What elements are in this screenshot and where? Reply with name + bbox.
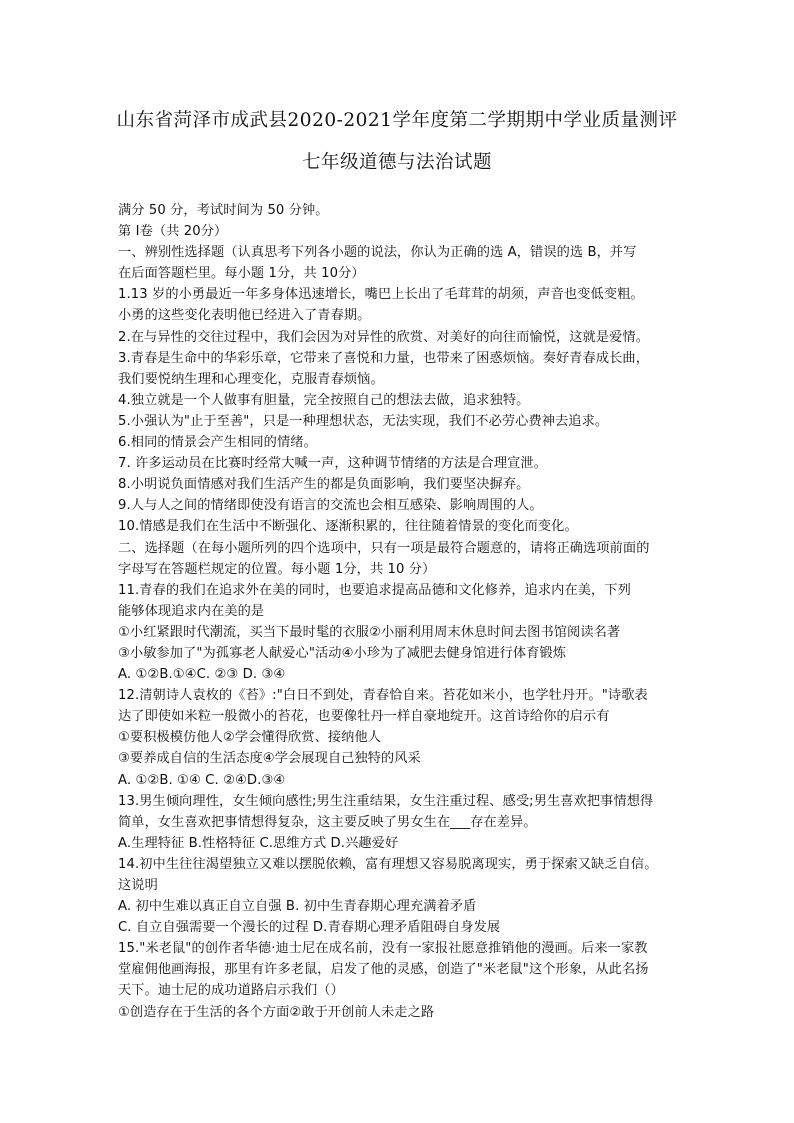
question-14: 14.初中生往往渴望独立又难以摆脱依赖，富有理想又容易脱离现实，勇于探索又缺乏自信。 — [118, 856, 658, 872]
question-11-options: A. ①②B.①④C. ②③ D. ③④ — [118, 667, 286, 683]
question-1: 1.13 岁的小勇最近一年多身体迅速增长，嘴巴上长出了毛茸茸的胡须，声音也变低变粗。 — [118, 287, 644, 303]
question-12-statements: ③要养成自信的生活态度④学会展现自己独特的风采 — [118, 751, 421, 767]
section-instruction-choice: 字母写在答题栏规定的位置。每小题 1分，共 10 分） — [118, 561, 436, 577]
exam-title: 山东省菏泽市成武县2020-2021学年度第二学期期中学业质量测评 — [116, 110, 678, 131]
question-13: 简单，女生喜欢把事情想得复杂，这主要反映了男女生在___存在差异。 — [118, 814, 537, 830]
question-15-statements: ①创造存在于生活的各个方面②敢于开创前人未走之路 — [118, 1004, 435, 1020]
question-13: 13.男生倾向理性，女生倾向感性;男生注重结果，女生注重过程、感受;男生喜欢把事情想得 — [118, 793, 654, 809]
question-15: 15."米老鼠"的创作者华德·迪士尼在成名前，没有一家报社愿意推销他的漫画。后来一家教 — [118, 941, 648, 957]
question-14-options: A. 初中生难以真正自立自强 B. 初中生青春期心理充满着矛盾 — [118, 899, 477, 915]
question-7: 7. 许多运动员在比赛时经常大喊一声，这种调节情绪的方法是合理宣泄。 — [118, 456, 547, 472]
question-10: 10.情感是我们在生活中不断强化、逐渐积累的，往往随着情景的变化而变化。 — [118, 519, 578, 535]
question-11: 能够体现追求内在美的是 — [118, 603, 265, 619]
question-9: 9.人与人之间的情绪即使没有语言的交流也会相互感染、影响周围的人。 — [118, 498, 543, 514]
question-12-options: A. ①②B. ①④ C. ②④D.③④ — [118, 772, 286, 788]
section-instruction-judgment: 一、辨别性选择题（认真思考下列各小题的说法，你认为正确的选 A，错误的选 B，并写 — [118, 245, 637, 261]
question-8: 8.小明说负面情感对我们生活产生的都是负面影响，我们要坚决摒弃。 — [118, 477, 530, 493]
question-14: 这说明 — [118, 878, 158, 893]
exam-subtitle: 七年级道德与法治试题 — [301, 152, 492, 173]
section-instruction-judgment: 在后面答题栏里。每小题 1分，共 10分） — [118, 266, 365, 282]
question-13-options: A.生理特征 B.性格特征 C.思维方式 D.兴趣爱好 — [118, 835, 399, 851]
exam-body — [118, 200, 678, 1023]
question-5: 5.小强认为"止于至善"，只是一种理想状态，无法实现，我们不必劳心费神去追求。 — [118, 413, 609, 429]
exam-info-line: 满分 50 分，考试时间为 50 分钟。 — [118, 203, 329, 218]
question-12-statements: ①要积极模仿他人②学会懂得欣赏、接纳他人 — [118, 730, 382, 746]
question-11: 11.青春的我们在追求外在美的同时，也要追求提高品德和文化修养，追求内在美，下列 — [118, 582, 631, 598]
section-heading-volume-1: 第 Ⅰ卷（共 20分） — [118, 224, 228, 240]
question-3: 3.青春是生命中的华彩乐章，它带来了喜悦和力量，也带来了困惑烦恼。奏好青春成长曲， — [118, 350, 649, 366]
question-6: 6.相同的情景会产生相同的情绪。 — [118, 435, 317, 451]
question-11-statements: ③小敏参加了"为孤寡老人献爱心"活动④小珍为了减肥去健身馆进行体育锻炼 — [118, 645, 567, 661]
question-15: 天下。迪士尼的成功道路启示我们（） — [118, 983, 344, 999]
question-12: 12.清朝诗人袁枚的《苔》:"白日不到处，青春恰自来。苔花如米小，也学牡丹开。"诗歌表 — [118, 688, 648, 704]
question-14-options: C. 自立自强需要一个漫长的过程 D.青春期心理矛盾阻碍自身发展 — [118, 920, 501, 936]
question-3: 我们要悦纳生理和心理变化，克服青春烦恼。 — [118, 371, 384, 387]
question-15: 堂雇佣他画海报，那里有许多老鼠，启发了他的灵感，创造了"米老鼠"这个形象，从此名扬 — [118, 962, 649, 978]
question-4: 4.独立就是一个人做事有胆量，完全按照自己的想法去做，追求独特。 — [118, 392, 530, 408]
section-instruction-choice: 二、选择题（在每小题所列的四个选项中，只有一项是最符合题意的，请将正确选项前面的 — [118, 540, 650, 556]
question-1: 小勇的这些变化表明他已经进入了青春期。 — [118, 308, 371, 324]
question-12: 达了即使如米粒一般微小的苔花，也要像牡丹一样自豪地绽开。这首诗给你的启示有 — [118, 709, 610, 725]
question-11-statements: ①小红紧跟时代潮流，买当下最时髦的衣服②小丽利用周末休息时间去图书馆阅读名著 — [118, 624, 621, 640]
question-2: 2.在与异性的交往过程中，我们会因为对异性的欣赏、对美好的向往而愉悦，这就是爱情。 — [118, 329, 649, 345]
